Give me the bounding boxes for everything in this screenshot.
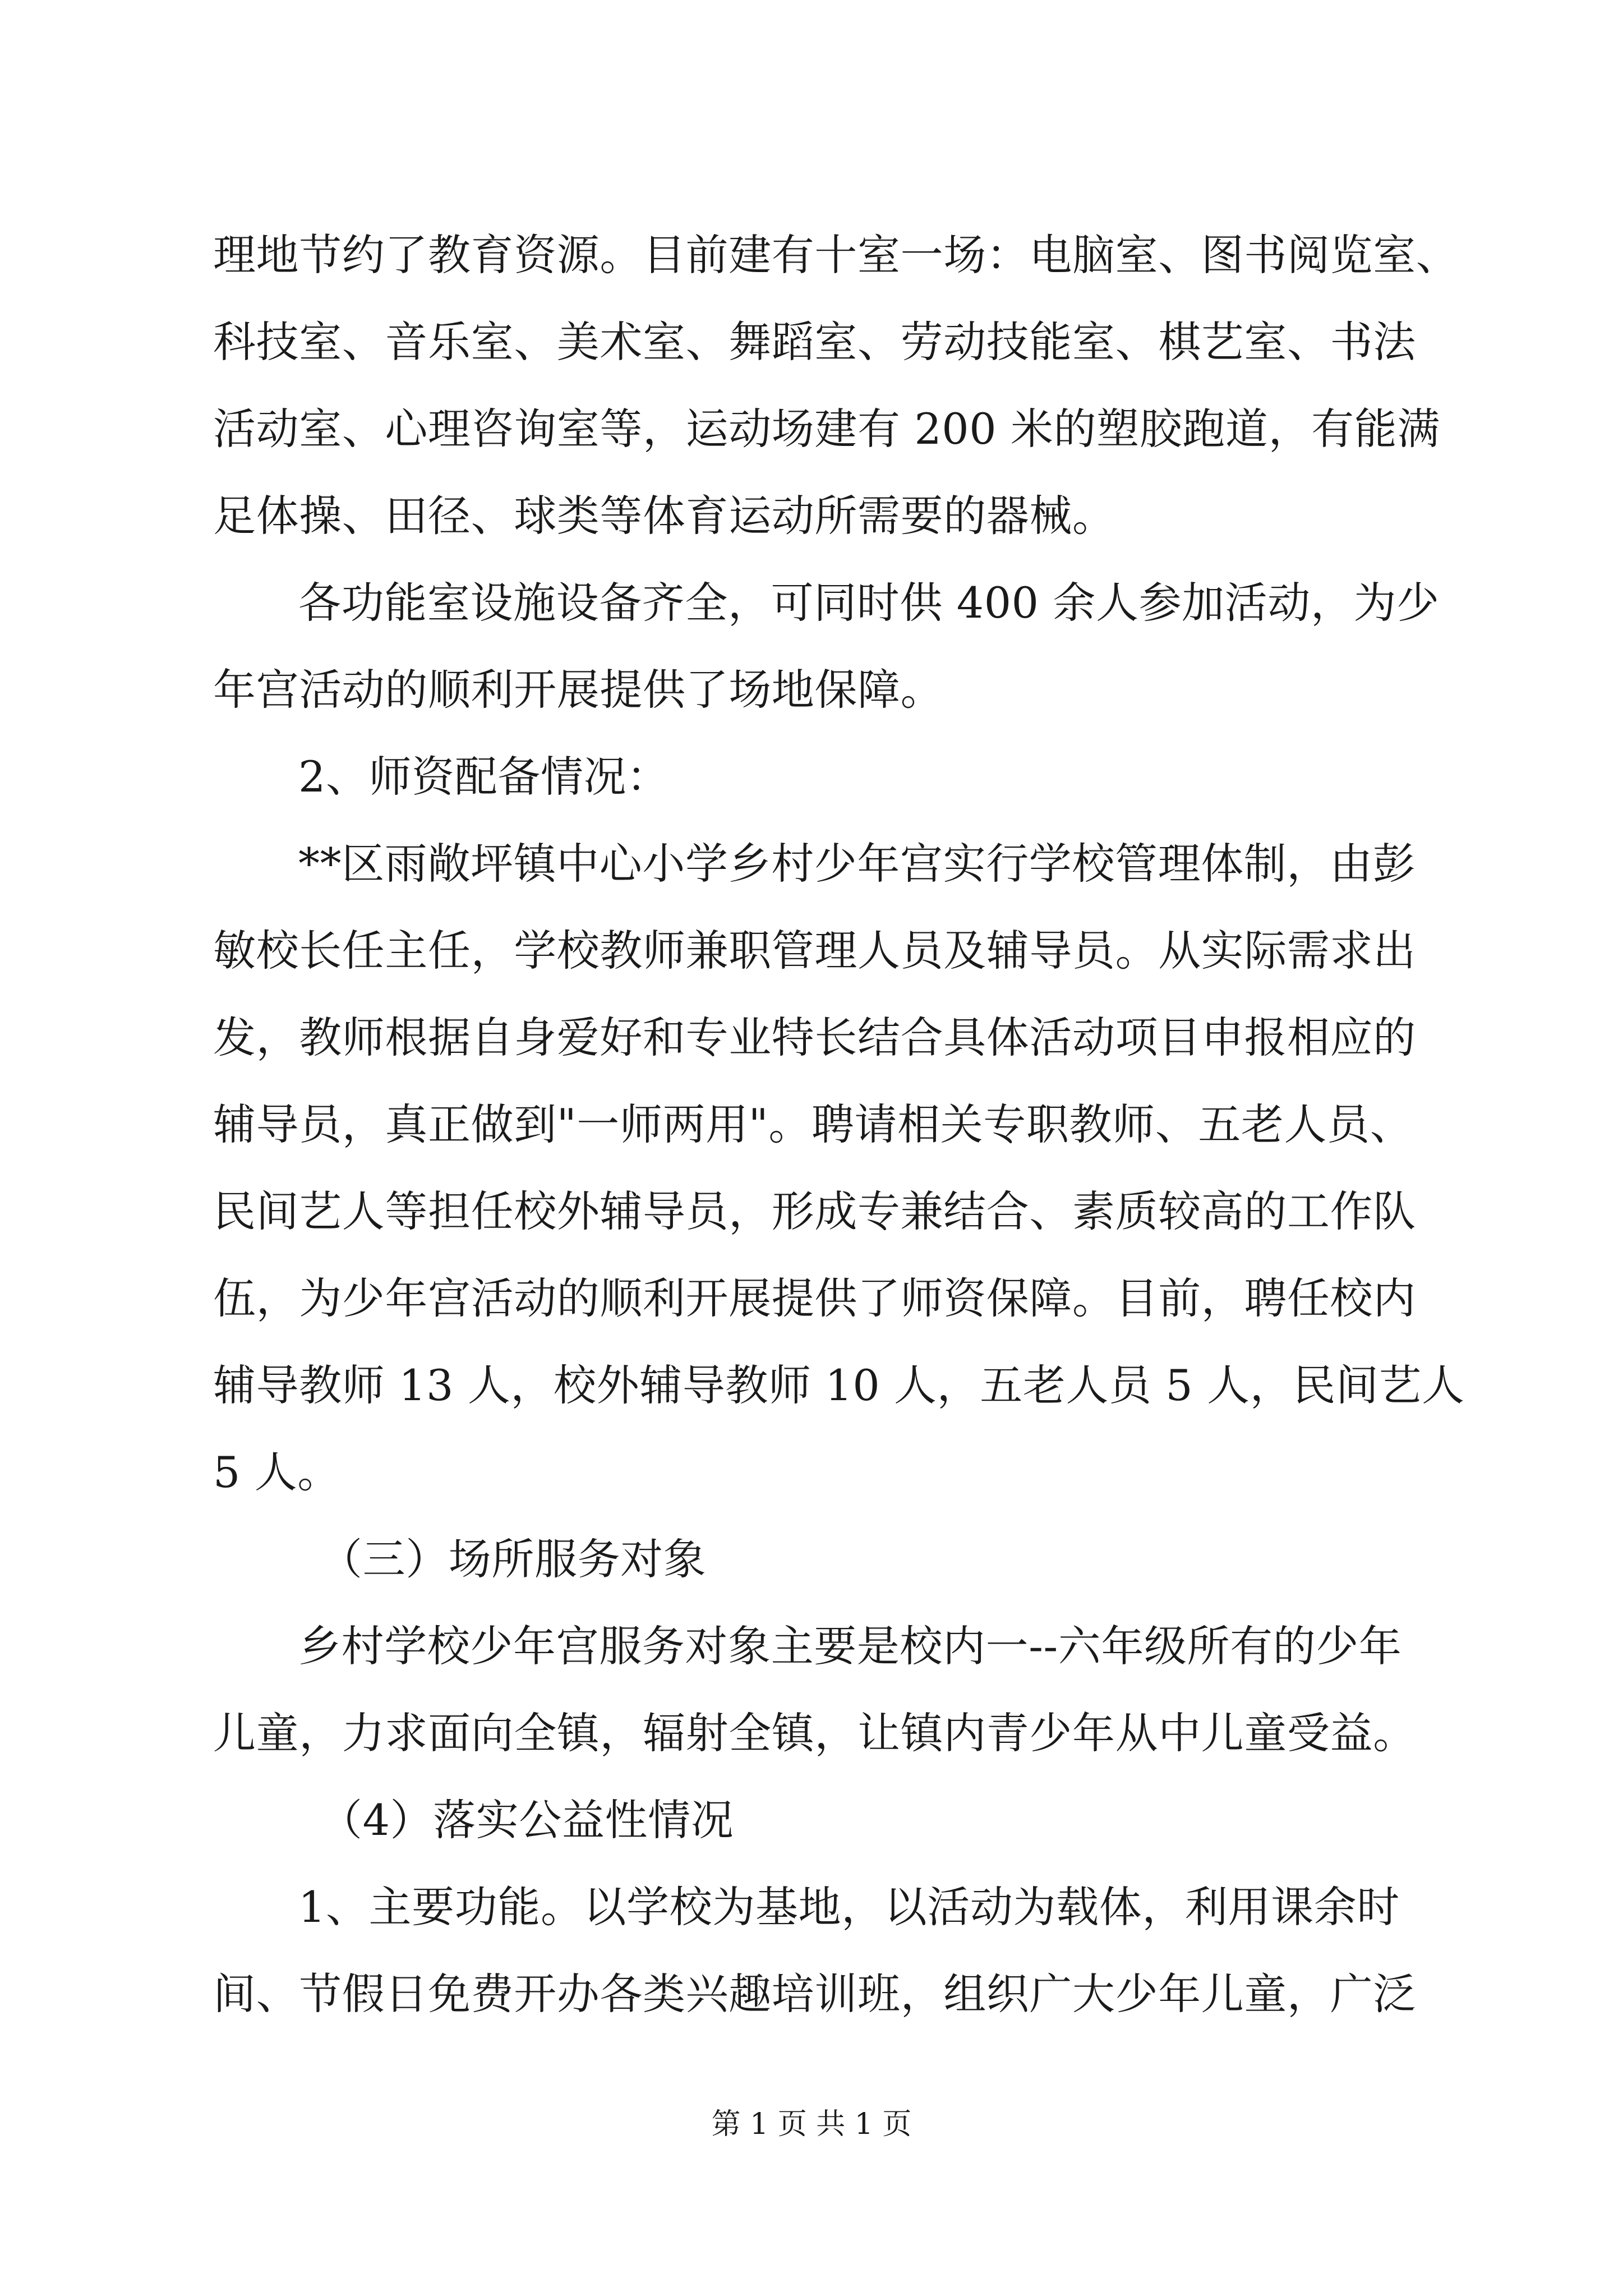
text-line: 敏校长任主任，学校教师兼职管理人员及辅导员。从实际需求出 bbox=[213, 926, 1416, 976]
section-heading: （4）落实公益性情况 bbox=[320, 1795, 734, 1845]
text-line: 儿童，力求面向全镇，辐射全镇，让镇内青少年从中儿童受益。 bbox=[213, 1708, 1416, 1758]
text-line: 辅导员，真正做到"一师两用"。聘请相关专职教师、五老人员、 bbox=[213, 1099, 1413, 1149]
paragraph-start-line: 乡村学校少年宫服务对象主要是校内一--六年级所有的少年 bbox=[298, 1621, 1402, 1671]
paragraph-start-line: 各功能室设施设备齐全，可同时供 400 余人参加活动，为少 bbox=[298, 578, 1440, 628]
paragraph-start-line: 1、主要功能。以学校为基地，以活动为载体，利用课余时 bbox=[298, 1882, 1400, 1932]
text-line: 间、节假日免费开办各类兴趣培训班，组织广大少年儿童，广泛 bbox=[213, 1969, 1416, 2019]
text-line: 活动室、心理咨询室等，运动场建有 200 米的塑胶跑道，有能满 bbox=[213, 404, 1440, 454]
section-heading: （三）场所服务对象 bbox=[320, 1534, 707, 1584]
text-line: 5 人。 bbox=[213, 1447, 340, 1497]
page-number-footer: 第 1 页 共 1 页 bbox=[711, 2108, 912, 2141]
text-line: 理地节约了教育资源。目前建有十室一场：电脑室、图书阅览室、 bbox=[213, 230, 1459, 280]
text-line: 辅导教师 13 人，校外辅导教师 10 人，五老人员 5 人，民间艺人 bbox=[213, 1360, 1465, 1410]
text-line: 年宫活动的顺利开展提供了场地保障。 bbox=[213, 665, 944, 715]
text-line: 足体操、田径、球类等体育运动所需要的器械。 bbox=[213, 491, 1115, 541]
text-line: 发，教师根据自身爱好和专业特长结合具体活动项目申报相应的 bbox=[213, 1013, 1416, 1062]
subsection-heading: 2、师资配备情况： bbox=[298, 752, 670, 802]
text-line: 伍，为少年宫活动的顺利开展提供了师资保障。目前，聘任校内 bbox=[213, 1273, 1416, 1323]
text-line: 民间艺人等担任校外辅导员，形成专兼结合、素质较高的工作队 bbox=[213, 1186, 1416, 1236]
text-line: 科技室、音乐室、美术室、舞蹈室、劳动技能室、棋艺室、书法 bbox=[213, 317, 1416, 367]
paragraph-start-line: **区雨敞坪镇中心小学乡村少年宫实行学校管理体制，由彭 bbox=[298, 839, 1416, 889]
